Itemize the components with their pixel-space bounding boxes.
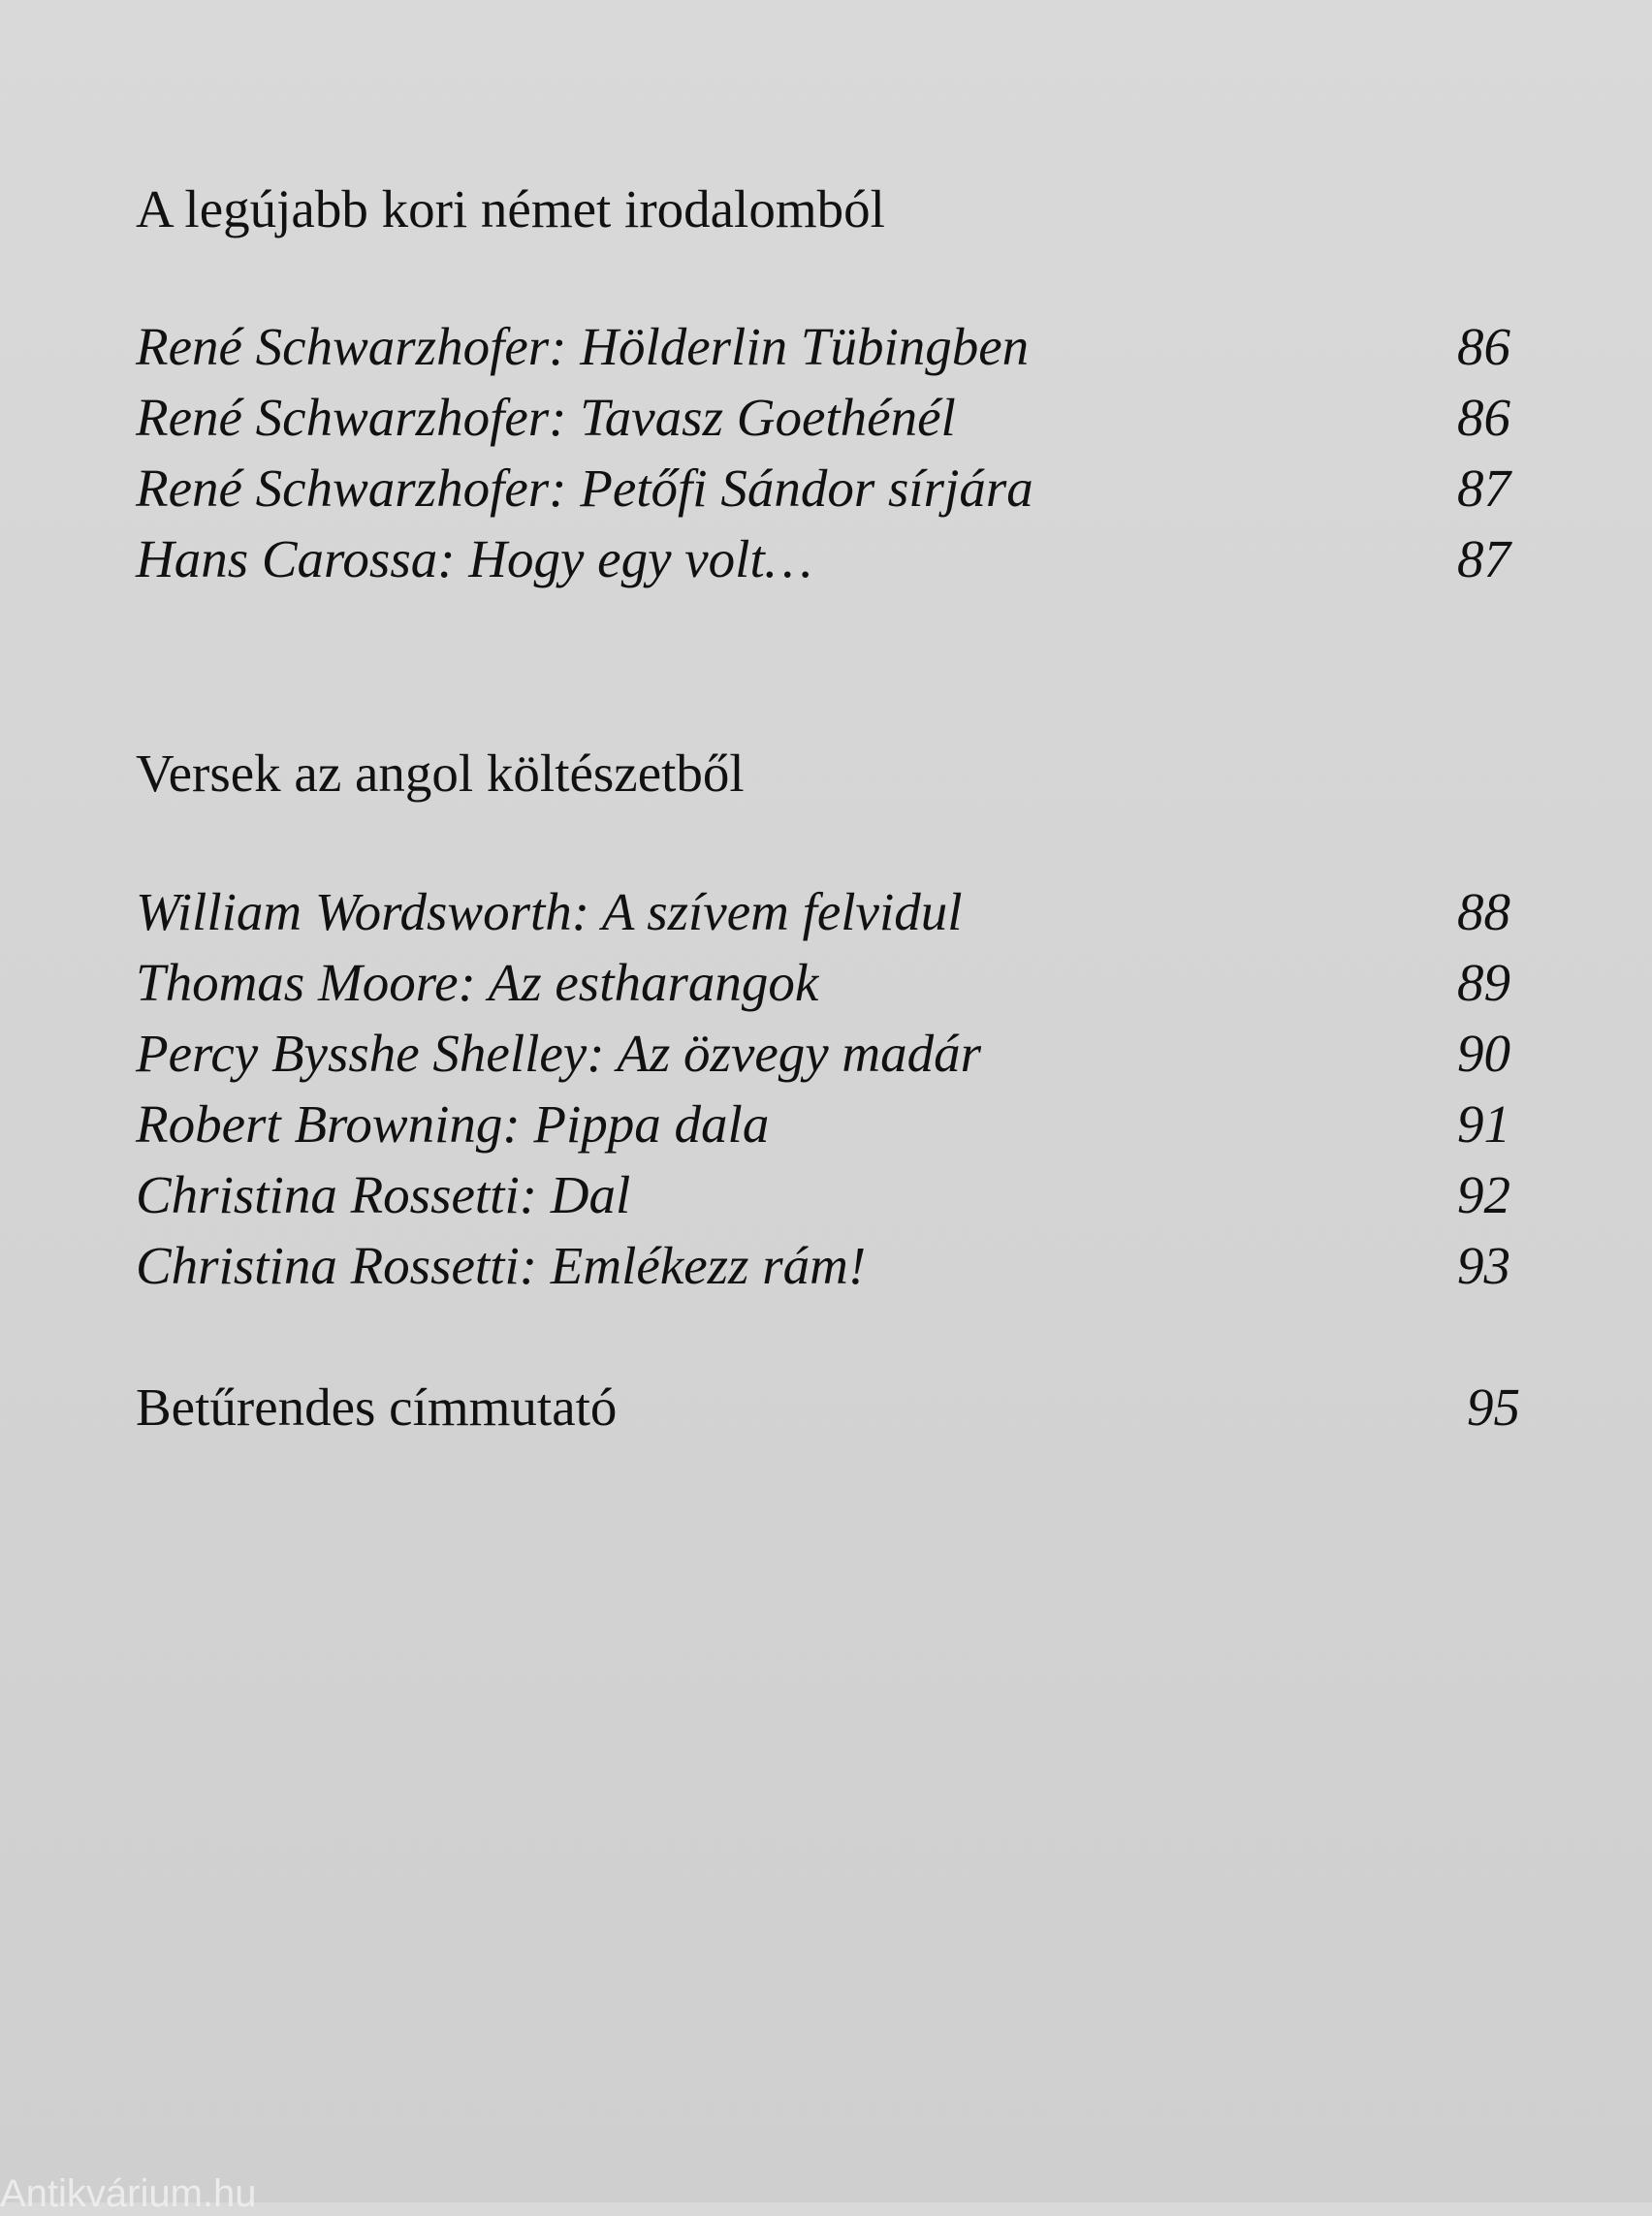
toc-index-entry xyxy=(136,1377,1520,1444)
toc-entry-title: Betűrendes címmutató xyxy=(136,1377,618,1437)
toc-entry-page: 89 xyxy=(1457,953,1510,1012)
toc-entry-page: 91 xyxy=(1457,1094,1510,1154)
toc-entry-title: Hans Carossa: Hogy egy volt… xyxy=(136,529,812,588)
section-heading-english: Versek az angol költészetből xyxy=(136,744,745,803)
toc-entry-page: 86 xyxy=(1457,317,1510,376)
toc-entry-title: René Schwarzhofer: Petőfi Sándor sírjára xyxy=(136,459,1033,518)
toc-entry xyxy=(136,458,1510,525)
toc-entry-title: Thomas Moore: Az estharangok xyxy=(136,953,819,1012)
toc-entry xyxy=(136,387,1510,455)
toc-entry-title: Robert Browning: Pippa dala xyxy=(136,1094,770,1154)
watermark: Antikvárium.hu xyxy=(0,2172,257,2215)
toc-entry xyxy=(136,1093,1510,1161)
toc-entry-page: 92 xyxy=(1457,1165,1510,1224)
toc-entry xyxy=(136,1023,1510,1091)
toc-entry-title: William Wordsworth: A szívem felvidul xyxy=(136,882,963,941)
toc-entry-title: Christina Rossetti: Emlékezz rám! xyxy=(136,1236,867,1295)
toc-entry xyxy=(136,881,1510,949)
toc-entry xyxy=(136,1164,1510,1232)
toc-entry-title: René Schwarzhofer: Hölderlin Tübingben xyxy=(136,317,1030,376)
toc-entry xyxy=(136,1235,1510,1303)
toc-entry xyxy=(136,316,1510,384)
toc-entry xyxy=(136,952,1510,1020)
toc-entry-page: 87 xyxy=(1457,529,1510,588)
toc-entry-page: 86 xyxy=(1457,388,1510,447)
toc-entry-page: 95 xyxy=(1467,1377,1520,1437)
toc-entry-page: 88 xyxy=(1457,882,1510,941)
toc-entry xyxy=(136,528,1510,596)
toc-entry-page: 93 xyxy=(1457,1236,1510,1295)
toc-entry-page: 87 xyxy=(1457,459,1510,518)
toc-entry-title: René Schwarzhofer: Tavasz Goethénél xyxy=(136,388,956,447)
toc-entry-title: Christina Rossetti: Dal xyxy=(136,1165,631,1224)
toc-entry-title: Percy Bysshe Shelley: Az özvegy madár xyxy=(136,1024,982,1083)
section-heading-german: A legújabb kori német irodalomból xyxy=(136,179,885,238)
toc-entry-page: 90 xyxy=(1457,1024,1510,1083)
